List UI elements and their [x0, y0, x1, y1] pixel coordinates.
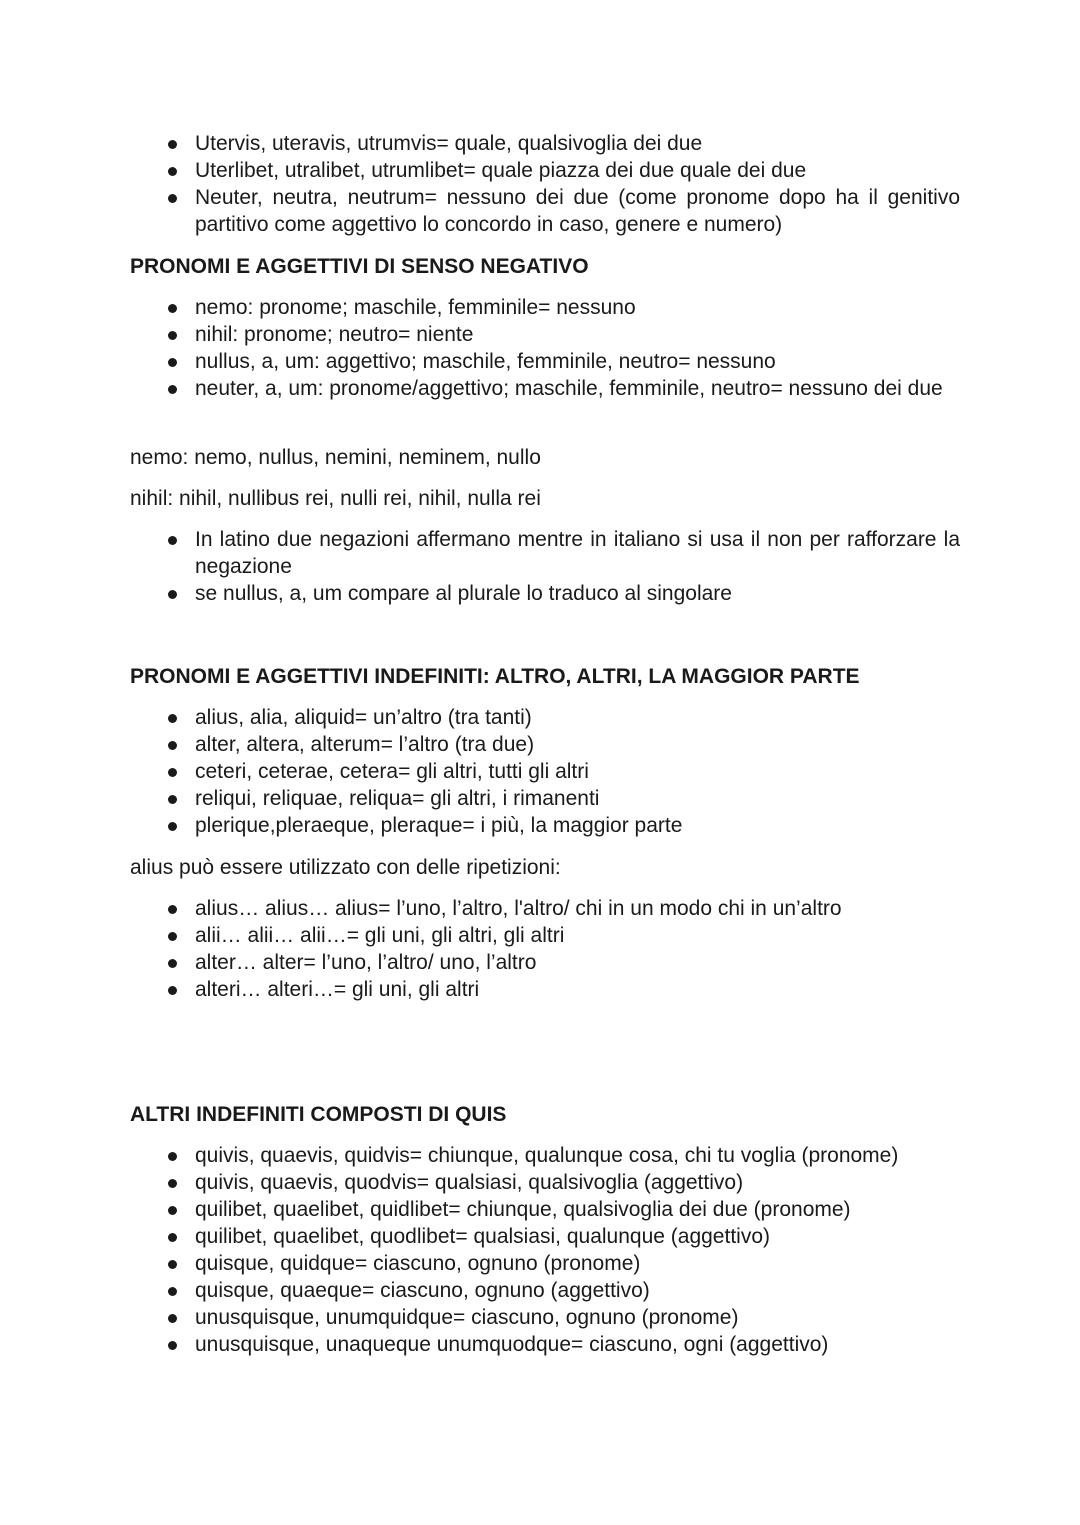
- section-heading-negativo: PRONOMI E AGGETTIVI DI SENSO NEGATIVO: [130, 255, 589, 278]
- list-item: neuter, a, um: pronome/aggettivo; maschile, femminile, neutro= nessuno dei due: [130, 375, 960, 402]
- nemo-declension: nemo: nemo, nullus, nemini, neminem, nullo: [130, 446, 541, 469]
- bullet-icon: [168, 822, 177, 831]
- bullet-icon: [168, 140, 177, 149]
- list-item: alteri… alteri…= gli uni, gli altri: [130, 976, 960, 1003]
- intro-bullet-list: [130, 130, 960, 238]
- list-item: quisque, quidque= ciascuno, ognuno (pronome): [130, 1250, 960, 1277]
- negativo-bullet-list: [130, 294, 960, 402]
- bullet-icon: [168, 932, 177, 941]
- bullet-icon: [168, 194, 177, 203]
- bullet-icon: [168, 959, 177, 968]
- list-item: nemo: pronome; maschile, femminile= nessuno: [130, 294, 960, 321]
- bullet-icon: [168, 1260, 177, 1269]
- bullet-icon: [168, 741, 177, 750]
- list-item: alter, altera, alterum= l’altro (tra due): [130, 731, 960, 758]
- bullet-icon: [168, 1314, 177, 1323]
- list-item: quilibet, quaelibet, quidlibet= chiunque, qualsivoglia dei due (pronome): [130, 1196, 960, 1223]
- bullet-icon: [168, 167, 177, 176]
- list-item: quivis, quaevis, quidvis= chiunque, qualunque cosa, chi tu voglia (pronome): [130, 1142, 960, 1169]
- list-item: alius… alius… alius= l’uno, l’altro, l'altro/ chi in un modo chi in un’altro: [130, 895, 960, 922]
- list-item: unusquisque, unaqueque unumquodque= ciascuno, ogni (aggettivo): [130, 1331, 960, 1358]
- bullet-icon: [168, 986, 177, 995]
- section-heading-quis: ALTRI INDEFINITI COMPOSTI DI QUIS: [130, 1103, 507, 1126]
- list-item: In latino due negazioni affermano mentre in italiano si usa il non per rafforzare la negazione: [130, 526, 960, 580]
- list-item: nihil: pronome; neutro= niente: [130, 321, 960, 348]
- bullet-icon: [168, 905, 177, 914]
- list-item: quilibet, quaelibet, quodlibet= qualsiasi, qualunque (aggettivo): [130, 1223, 960, 1250]
- bullet-icon: [168, 1341, 177, 1350]
- list-item: plerique,pleraeque, pleraque= i più, la maggior parte: [130, 812, 960, 839]
- list-item: quivis, quaevis, quodvis= qualsiasi, qualsivoglia (aggettivo): [130, 1169, 960, 1196]
- bullet-icon: [168, 795, 177, 804]
- quis-bullet-list: [130, 1142, 960, 1358]
- alius-note: alius può essere utilizzato con delle ripetizioni:: [130, 856, 561, 879]
- list-item: quisque, quaeque= ciascuno, ognuno (aggettivo): [130, 1277, 960, 1304]
- bullet-icon: [168, 1233, 177, 1242]
- ripetizioni-bullet-list: [130, 895, 960, 1003]
- bullet-icon: [168, 590, 177, 599]
- bullet-icon: [168, 385, 177, 394]
- list-item: nullus, a, um: aggettivo; maschile, femminile, neutro= nessuno: [130, 348, 960, 375]
- list-item: ceteri, ceterae, cetera= gli altri, tutti gli altri: [130, 758, 960, 785]
- list-item: Neuter, neutra, neutrum= nessuno dei due (come pronome dopo ha il genitivo partitivo come aggettivo lo concordo in caso, genere e numero): [130, 184, 960, 238]
- bullet-icon: [168, 1179, 177, 1188]
- bullet-icon: [168, 358, 177, 367]
- bullet-icon: [168, 1206, 177, 1215]
- bullet-icon: [168, 1287, 177, 1296]
- negativo-notes-list: [130, 526, 960, 607]
- bullet-icon: [168, 536, 177, 545]
- list-item: reliqui, reliquae, reliqua= gli altri, i rimanenti: [130, 785, 960, 812]
- list-item: Uterlibet, utralibet, utrumlibet= quale piazza dei due quale dei due: [130, 157, 960, 184]
- bullet-icon: [168, 714, 177, 723]
- nihil-declension: nihil: nihil, nullibus rei, nulli rei, nihil, nulla rei: [130, 487, 541, 510]
- list-item: alii… alii… alii…= gli uni, gli altri, gli altri: [130, 922, 960, 949]
- bullet-icon: [168, 1152, 177, 1161]
- bullet-icon: [168, 768, 177, 777]
- list-item: unusquisque, unumquidque= ciascuno, ognuno (pronome): [130, 1304, 960, 1331]
- list-item: se nullus, a, um compare al plurale lo traduco al singolare: [130, 580, 960, 607]
- list-item: Utervis, uteravis, utrumvis= quale, qualsivoglia dei due: [130, 130, 960, 157]
- indefiniti-bullet-list: [130, 704, 960, 839]
- bullet-icon: [168, 304, 177, 313]
- list-item: alius, alia, aliquid= un’altro (tra tanti): [130, 704, 960, 731]
- bullet-icon: [168, 331, 177, 340]
- section-heading-indefiniti: PRONOMI E AGGETTIVI INDEFINITI: ALTRO, ALTRI, LA MAGGIOR PARTE: [130, 665, 860, 688]
- list-item: alter… alter= l’uno, l’altro/ uno, l’altro: [130, 949, 960, 976]
